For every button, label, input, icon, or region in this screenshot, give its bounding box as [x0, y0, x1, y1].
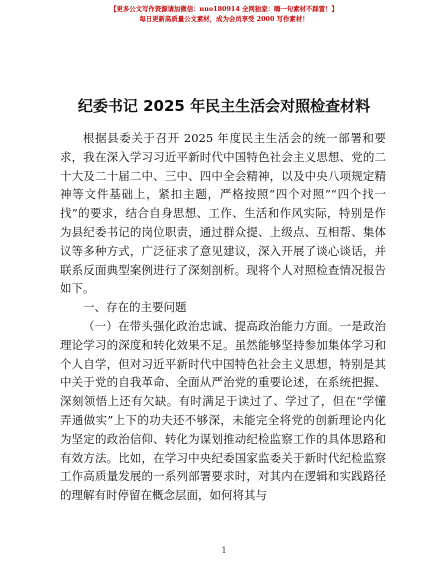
- intro-paragraph: 根据县委关于召开 2025 年度民主生活会的统一部署和要求，我在深入学习习近平新时代中国特色社会主义思想、党的二十大及二十届二中、三中、四中全会精神，以及中央八项规定精神等文件基础上，紧扣主题，严格按照“四个对照”“四个找一找”的要求，结合自身思想、工作、生活和作风实际，特别是作为县纪委书记的岗位职责，通过群众提、上级点、互相帮、集体议等多种方式，广泛征求了意见建议，深入开展了谈心谈话，并联系反面典型案例进行了深刻剖析。现将个人对照检查情况报告如下。: [60, 131, 386, 296]
- section-heading: 一、存在的主要问题: [83, 300, 187, 315]
- document-body: [60, 129, 386, 505]
- promo-banner: [0, 5, 448, 24]
- page-number: 1: [221, 546, 227, 555]
- document-title: 纪委书记 2025 年民主生活会对照检查材料: [77, 97, 371, 115]
- banner-line-1: 【更多公文写作资源请加微信：nuo180914 全网独家：嗨一句素材不踩雷！】: [110, 5, 338, 13]
- body-paragraph: （一）在带头强化政治忠诚、提高政治能力方面。一是政治理论学习的深度和转化效果不足。虽然能够坚持参加集体学习和个人自学，但对习近平新时代中国特色社会主义思想，特别是其中关于党的自我革命、全面从严治党的重要论述，在系统把握、深刻领悟上还有欠缺。有时满足于读过了、学过了，但在“学懂弄通做实”上下的功夫还不够深，未能完全将党的创新理论内化为坚定的政治信仰、转化为谋划推动纪检监察工作的具体思路和有效方法。比如，在学习中央纪委国家监委关于新时代纪检监察工作高质量发展的一系列部署要求时，对其内在逻辑和实践路径的理解有时停留在概念层面，如何将其与: [60, 318, 386, 503]
- banner-line-2: 每日更新高质量公文素材，成为会员享受 2000 写作素材！: [139, 14, 309, 23]
